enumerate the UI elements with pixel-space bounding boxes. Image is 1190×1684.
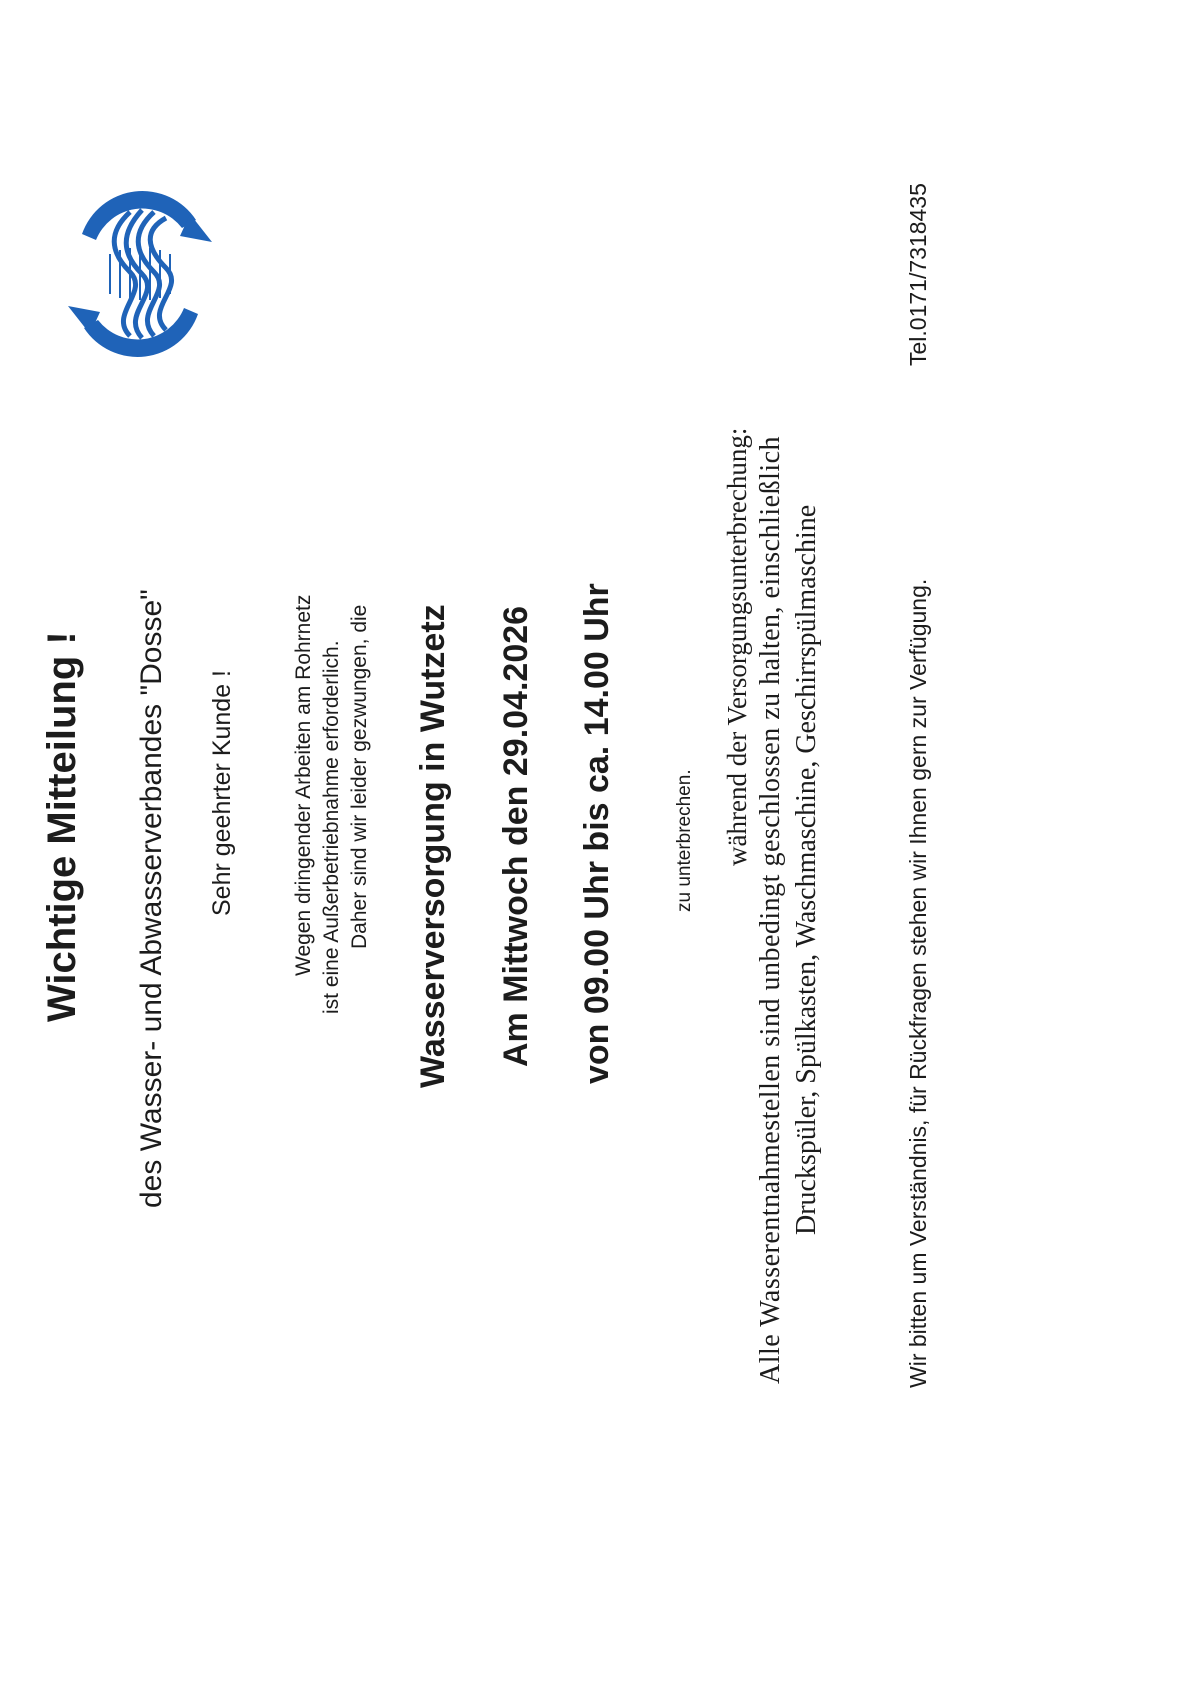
paragraph-line: Daher sind wir leider gezwungen, die — [348, 604, 371, 949]
paragraph-line: ist eine Außerbetriebnahme erforderlich. — [320, 640, 343, 1014]
footer-text: Wir bitten um Verständnis, für Rückfragen stehen wir Ihnen gern zur Verfügung. — [905, 578, 931, 1388]
time-line: von 09.00 Uhr bis ca. 14.00 Uhr — [578, 583, 616, 1084]
notice-subtitle: des Wasser- und Abwasserverbandes "Dosse" — [135, 589, 168, 1208]
instruction-line: Druckspüler, Spülkasten, Waschmaschine, Geschirrspülmaschine — [791, 504, 822, 1235]
notice-title: Wichtige Mitteilung ! — [40, 631, 84, 1022]
paragraph-line: Wegen dringender Arbeiten am Rohrnetz — [292, 594, 315, 976]
during-heading: während der Versorgungsunterbrechung: — [722, 427, 752, 866]
supply-line: Wasserversorgung in Wutzetz — [414, 604, 452, 1088]
instruction-line: Alle Wasserentnahmestellen sind unbedingt geschlossen zu halten, einschließlich — [755, 435, 786, 1384]
date-line: Am Mittwoch den 29.04.2026 — [497, 605, 535, 1067]
greeting: Sehr geehrter Kunde ! — [208, 670, 236, 916]
interrupt-text: zu unterbrechen. — [674, 769, 695, 912]
association-logo — [50, 184, 230, 364]
phone-number: Tel.0171/7318435 — [905, 183, 931, 366]
